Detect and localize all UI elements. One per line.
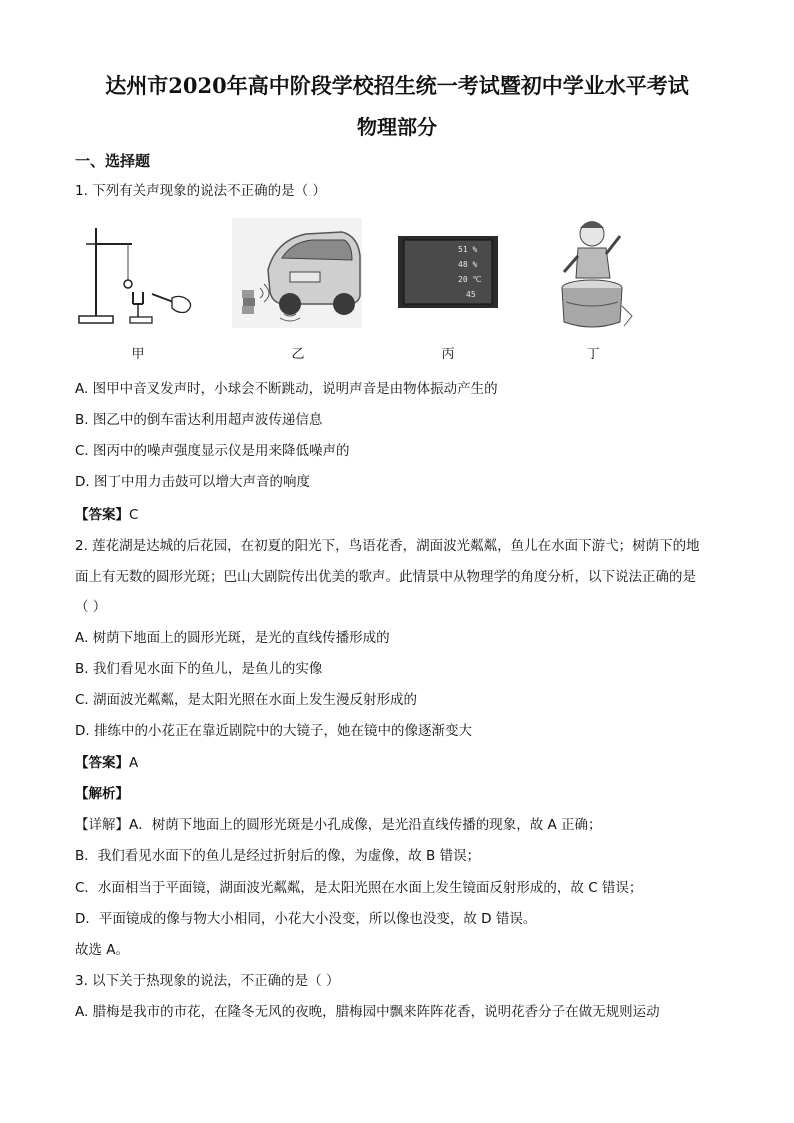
q2-stem-line-3: （ ） bbox=[75, 599, 107, 615]
q2-option-b: B. 我们看见水面下的鱼儿，是鱼儿的实像 bbox=[75, 661, 323, 677]
q2-option-d: D. 排练中的小花正在靠近剧院中的大镜子，她在镜中的像逐渐变大 bbox=[75, 723, 472, 739]
q2-detail-line-2: B．我们看见水面下的鱼儿是经过折射后的像，为虚像，故 B 错误； bbox=[75, 848, 481, 864]
tuning-fork-apparatus-icon bbox=[76, 222, 200, 332]
q1-answer bbox=[75, 506, 138, 524]
q2-detail-line-4: D．平面镜成的像与物大小相同，小花大小没变，所以像也没变，故 D 错误。 bbox=[75, 911, 537, 927]
q2-stem-line-2: 面上有无数的圆形光斑；巴山大剧院传出优美的歌声。此情景中从物理学的角度分析，以下说法正确的是 bbox=[75, 569, 696, 585]
q2-stem-line-1: 2. 莲花湖是达城的后花园，在初夏的阳光下，鸟语花香，湖面波光粼粼，鱼儿在水面下游弋；树荫下的地 bbox=[75, 538, 700, 554]
noise-meter-row-4: 45 bbox=[466, 290, 476, 299]
q3-stem: 3. 以下关于热现象的说法，不正确的是（ ） bbox=[75, 973, 340, 989]
document-subtitle: 物理部分 bbox=[357, 115, 437, 139]
q2-detail-line-5: 故选 A。 bbox=[75, 942, 130, 958]
q2-detail-line-1 bbox=[75, 816, 602, 834]
q2-answer bbox=[75, 754, 138, 772]
q1-option-c: C. 图丙中的噪声强度显示仪是用来降低噪声的 bbox=[75, 443, 350, 459]
noise-meter-row-3: 20 ℃ bbox=[458, 275, 482, 284]
q2-analysis-label: 【解析】 bbox=[75, 786, 129, 802]
figure-caption-jia: 甲 bbox=[131, 347, 145, 362]
figure-caption-ding: 丁 bbox=[586, 347, 600, 362]
person-beating-drum-icon bbox=[550, 216, 634, 334]
q1-option-d: D. 图丁中用力击鼓可以增大声音的响度 bbox=[75, 474, 310, 490]
q1-option-b: B. 图乙中的倒车雷达利用超声波传递信息 bbox=[75, 412, 323, 428]
noise-meter-row-1: 51 % bbox=[458, 245, 478, 254]
section-heading: 一、选择题 bbox=[75, 152, 151, 170]
answer-label: 【答案】 bbox=[75, 755, 129, 771]
q2-detail-line-3: C．水面相当于平面镜，湖面波光粼粼，是太阳光照在水面上发生镜面反射形成的，故 C 错误； bbox=[75, 880, 643, 896]
detail-text: A．树荫下地面上的圆形光斑是小孔成像，是光沿直线传播的现象，故 A 正确； bbox=[129, 817, 602, 833]
answer-value: C bbox=[129, 507, 139, 523]
answer-value: A bbox=[129, 755, 139, 771]
document-title: 达州市2020年高中阶段学校招生统一考试暨初中学业水平考试 bbox=[105, 73, 689, 98]
answer-label: 【答案】 bbox=[75, 507, 129, 523]
figure-caption-yi: 乙 bbox=[291, 347, 305, 362]
q3-option-a: A. 腊梅是我市的市花，在隆冬无风的夜晚，腊梅园中飘来阵阵花香，说明花香分子在做无规则运动 bbox=[75, 1004, 660, 1020]
car-reverse-radar-icon bbox=[232, 218, 362, 328]
figure-caption-bing: 丙 bbox=[441, 347, 455, 362]
q2-option-a: A. 树荫下地面上的圆形光斑，是光的直线传播形成的 bbox=[75, 630, 390, 646]
q1-option-a: A. 图甲中音叉发声时，小球会不断跳动，说明声音是由物体振动产生的 bbox=[75, 381, 498, 397]
detail-label: 【详解】 bbox=[75, 817, 129, 833]
noise-meter-display-icon bbox=[398, 236, 498, 308]
q2-option-c: C. 湖面波光粼粼，是太阳光照在水面上发生漫反射形成的 bbox=[75, 692, 418, 708]
q1-stem: 1. 下列有关声现象的说法不正确的是（ ） bbox=[75, 183, 326, 199]
noise-meter-row-2: 48 % bbox=[458, 260, 478, 269]
